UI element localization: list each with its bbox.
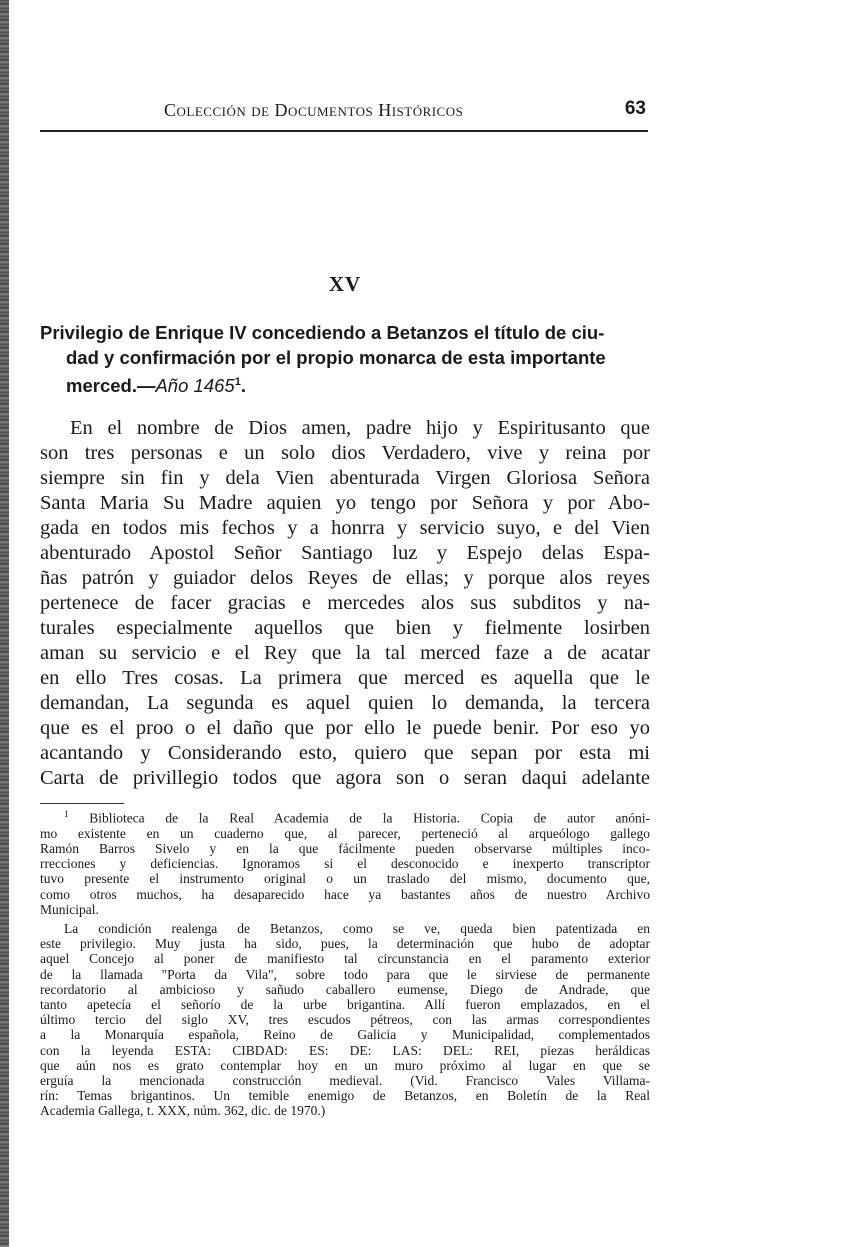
body-line: En el nombre de Dios amen, padre hijo y Espiritusanto que: [70, 417, 650, 439]
body-line: abenturado Apostol Señor Santiago luz y Espejo delas Espa-: [40, 542, 650, 564]
footnote-marker: 1: [64, 809, 69, 819]
footnote-ref: 1: [234, 376, 241, 388]
footnote-line: con la leyenda ESTA: CIBDAD: ES: DE: LAS: DEL: REI, piezas heráldicas: [40, 1042, 650, 1058]
footnote-line: de la llamada "Porta da Vila", sobre todo para que le sirviese de permanente: [40, 966, 650, 982]
footnote-line: rín: Temas brigantinos. Un temible enemigo de Betanzos, en Boletín de la Real: [40, 1088, 650, 1104]
page-header: [40, 98, 648, 132]
footnote-line: aquel Concejo al poner de manifiesto tal circunstancia en el paramento exterior: [40, 951, 650, 967]
body-line: pertenece de facer gracias e mercedes alos sus subditos y na-: [40, 592, 650, 614]
body-line: son tres personas e un solo dios Verdadero, vive y reina por: [40, 442, 650, 464]
footnote-line: Municipal.: [40, 901, 99, 917]
body-line: siempre sin fin y dela Vien abenturada Virgen Gloriosa Señora: [40, 467, 650, 489]
document-title: [40, 321, 652, 399]
footnote-line: este privilegio. Muy justa ha sido, pues, la determinación que hubo de adoptar: [40, 936, 650, 952]
footnote-line: erguía la mencionada construcción medieval. (Vid. Francisco Vales Villama-: [40, 1072, 650, 1088]
title-line: dad y confirmación por el propio monarca de esta importante: [66, 346, 606, 368]
chapter-numeral: XV: [328, 272, 362, 296]
body-line: Santa Maria Su Madre aquien yo tengo por Señora y por Abo-: [40, 492, 650, 514]
body-line: en ello Tres cosas. La primera que merced es aquella que le: [40, 667, 650, 689]
title-year: Año 1465: [155, 375, 235, 397]
body-line: aman su servicio e el Rey que la tal merced faze a de acatar: [40, 642, 650, 664]
title-line-last: merced.—Año 1465$^1$.: [66, 375, 246, 397]
body-line: ñas patrón y guiador delos Reyes de ellas; y porque alos reyes: [40, 567, 650, 589]
footnote-text: Biblioteca de la Real Academia de la Historia. Copia de autor anóni-: [89, 810, 650, 826]
footnote-line: como otros muchos, ha desaparecido hace ya bastantes años de nuestro Archivo: [40, 886, 650, 902]
footnote-line: a la Monarquía española, Reino de Galicia y Municipalidad, complementados: [40, 1027, 650, 1043]
footnote-line: [40, 807, 650, 826]
book-binding-edge: [0, 0, 9, 1247]
footnote-line: recordatorio al ambicioso y sañudo caballero eumense, Diego de Andrade, que: [40, 981, 650, 997]
footnote-line: tanto apetecía el señorío de la urbe brigantina. Allí fueron emplazados, en el: [40, 996, 650, 1012]
document-body: [40, 416, 650, 791]
body-line: turales especialmente aquellos que bien y fielmente losirben: [40, 617, 650, 639]
title-line: Privilegio de Enrique IV concediendo a Betanzos el título de ciu-: [40, 322, 605, 343]
footnote-line: rrecciones y deficiencias. Ignoramos si el desconocido e inexperto transcriptor: [40, 856, 650, 872]
footnotes: [40, 807, 650, 1119]
body-line: Carta de privillegio todos que agora son o seran daqui adelante: [40, 767, 650, 789]
footnote-line: último tercio del siglo XV, tres escudos pétreos, con las armas correspondientes: [40, 1012, 650, 1028]
footnote-line: tuvo presente el instrumento original o un traslado del mismo, documento que,: [40, 871, 650, 887]
body-line: acantando y Considerando esto, quiero que sepan por esta mi: [40, 742, 650, 764]
running-title: Colección de Documentos Históricos: [164, 100, 464, 120]
footnote-line: La condición realenga de Betanzos, como se ve, queda bien patentizada en: [64, 920, 650, 936]
body-line: gada en todos mis fechos y a honrra y servicio suyo, e del Vien: [40, 517, 650, 539]
body-line: demandan, La segunda es aquel quien lo demanda, la tercera: [40, 692, 650, 714]
footnote-line: que aún nos es grato contemplar hoy en un muro próximo al lugar en que se: [40, 1057, 650, 1073]
footnote-separator: [40, 803, 124, 804]
footnote-line: Academia Gallega, t. XXX, núm. 362, dic. de 1970.): [40, 1103, 326, 1119]
footnote-line: Ramón Barros Sivelo y en la que fácilmente pueden observarse múltiples inco-: [40, 840, 650, 856]
title-line-text: merced.—: [66, 375, 156, 397]
page-number: 63: [624, 98, 646, 119]
footnote-line: mo existente en un cuaderno que, al parecer, perteneció al arqueólogo gallego: [40, 825, 650, 841]
body-line: que es el proo o el daño que por ello le puede benir. Por eso yo: [40, 717, 650, 739]
